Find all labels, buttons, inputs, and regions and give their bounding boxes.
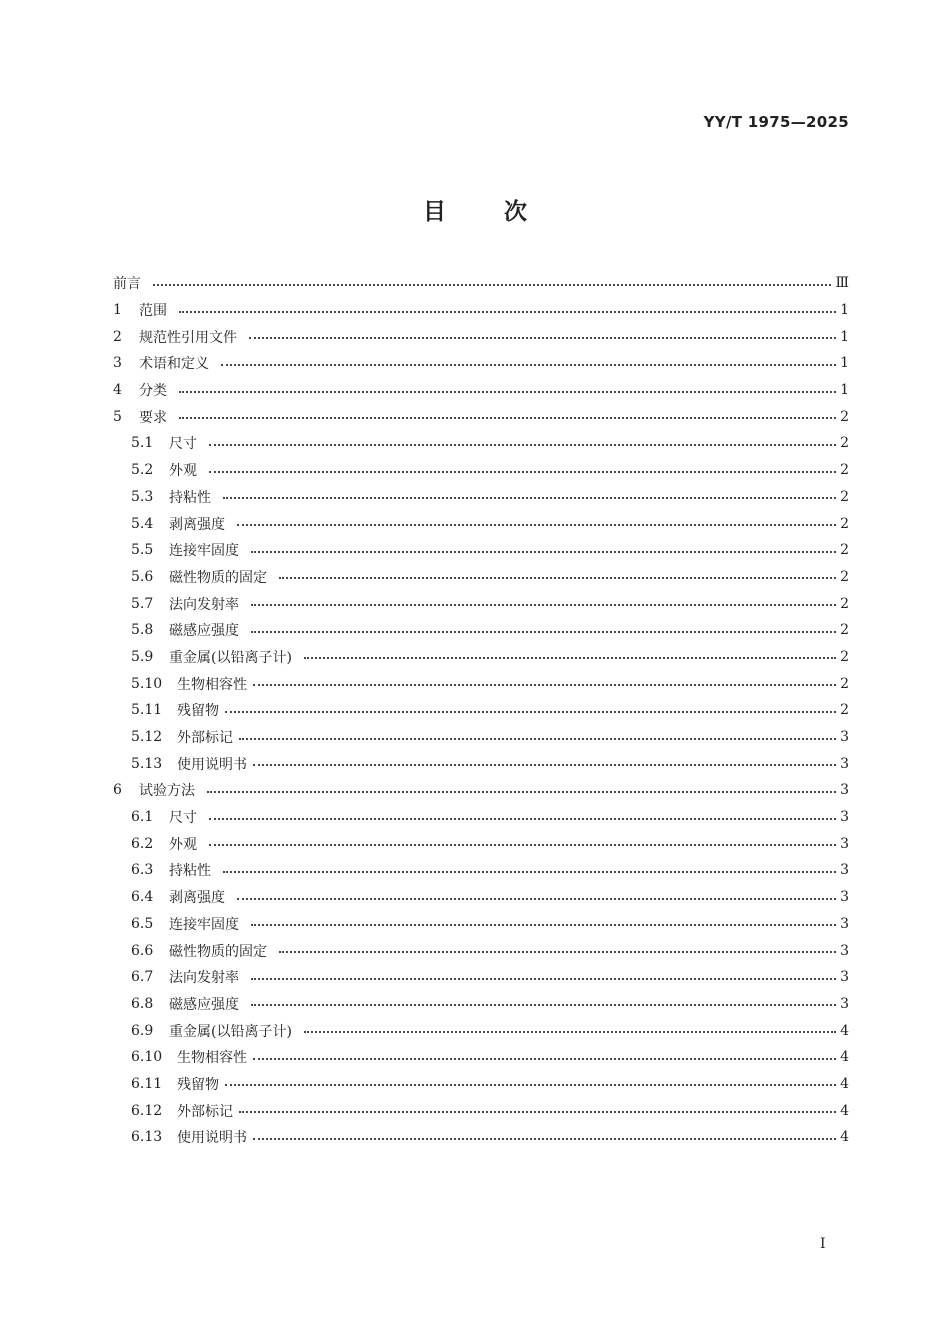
toc-entry-label: 残留物	[177, 1076, 219, 1093]
toc-leader-dots	[279, 576, 836, 579]
toc-entry-page: 3	[840, 755, 849, 772]
toc-leader-dots	[179, 390, 836, 393]
toc-leader-dots	[251, 977, 836, 980]
toc-entry-page: 2	[840, 462, 849, 479]
toc-entry[interactable]	[113, 750, 849, 777]
toc-entry-number: 5.9	[131, 648, 154, 665]
toc-entry[interactable]	[113, 644, 849, 671]
toc-entry-page: 4	[840, 1022, 849, 1039]
toc-entry-number: 5.1	[131, 435, 154, 452]
toc-entry-label: 范围	[139, 303, 167, 320]
toc-entry-number: 5.5	[131, 542, 154, 559]
toc-leader-dots	[251, 923, 836, 926]
toc-leader-dots	[304, 1030, 836, 1033]
toc-leader-dots	[221, 363, 836, 366]
toc-entry-number: 6.4	[131, 889, 154, 906]
toc-entry-page: 2	[840, 488, 849, 505]
toc-entry-label: 残留物	[177, 703, 219, 720]
toc-entry[interactable]	[113, 1071, 849, 1098]
toc-entry-number: 5.7	[131, 595, 154, 612]
toc-entry[interactable]	[113, 670, 849, 697]
toc-entry-page: 2	[840, 702, 849, 719]
toc-entry-label: 术语和定义	[139, 356, 209, 373]
toc-entry-label: 尺寸	[169, 436, 197, 453]
toc-entry-number: 4	[113, 382, 122, 399]
toc-entry-page: 3	[840, 782, 849, 799]
toc-entry-number: 5.8	[131, 622, 154, 639]
standard-code: YY/T 1975—2025	[703, 113, 849, 131]
toc-entry-number: 5.12	[131, 729, 163, 746]
toc-entry-page: 2	[840, 622, 849, 639]
toc-entry-label: 外观	[169, 463, 197, 480]
toc-entry-page: 2	[840, 515, 849, 532]
toc-leader-dots	[207, 790, 836, 793]
toc-entry[interactable]	[113, 510, 849, 537]
toc-entry-page: 4	[840, 1129, 849, 1146]
toc-leader-dots	[225, 710, 836, 713]
toc-entry-label: 要求	[139, 409, 167, 426]
toc-entry-number: 6.5	[131, 915, 154, 932]
toc-leader-dots	[251, 550, 836, 553]
toc-entry-page: 4	[840, 1049, 849, 1066]
toc-entry-label: 磁感应强度	[169, 996, 239, 1013]
toc-entry[interactable]	[113, 590, 849, 617]
toc-entry-page: 2	[840, 435, 849, 452]
toc-entry[interactable]	[113, 1044, 849, 1071]
page-title-part2: 次	[504, 199, 527, 225]
toc-entry-page: 2	[840, 675, 849, 692]
toc-entry[interactable]	[113, 830, 849, 857]
toc-leader-dots	[179, 416, 836, 419]
toc-entry-number: 5.10	[131, 675, 163, 692]
toc-leader-dots	[253, 683, 836, 686]
toc-entry-label: 磁性物质的固定	[169, 569, 267, 586]
toc-entry-page: 3	[840, 969, 849, 986]
toc-entry-label: 外部标记	[177, 1103, 233, 1120]
toc-entry-page: 3	[840, 889, 849, 906]
toc-entry-number: 6.3	[131, 862, 154, 879]
toc-leader-dots	[251, 1003, 836, 1006]
toc-entry-label: 重金属(以铅离子计)	[169, 1023, 292, 1040]
toc-entry-label: 持粘性	[169, 863, 211, 880]
toc-entry[interactable]	[113, 697, 849, 724]
toc-entry-number: 6.8	[131, 995, 154, 1012]
toc-entry[interactable]	[113, 377, 849, 404]
toc-entry[interactable]	[113, 1017, 849, 1044]
toc-entry-number: 6.9	[131, 1022, 154, 1039]
toc-entry-label: 法向发射率	[169, 596, 239, 613]
toc-entry[interactable]	[113, 564, 849, 591]
page-number: I	[820, 1236, 826, 1252]
toc-entry-label: 外观	[169, 836, 197, 853]
toc-entry-number: 5.2	[131, 462, 154, 479]
toc-entry[interactable]	[113, 804, 849, 831]
toc-entry-number: 5.13	[131, 755, 163, 772]
toc-entry-page: 4	[840, 1075, 849, 1092]
toc-leader-dots	[253, 1137, 836, 1140]
page-title	[0, 193, 950, 226]
toc-entry-label: 磁性物质的固定	[169, 943, 267, 960]
toc-entry-label: 连接牢固度	[169, 543, 239, 560]
toc-entry-number: 6.7	[131, 969, 154, 986]
toc-entry-label: 连接牢固度	[169, 916, 239, 933]
toc-leader-dots	[251, 630, 836, 633]
toc-entry[interactable]	[113, 617, 849, 644]
toc-entry[interactable]	[113, 991, 849, 1018]
toc-entry-number: 6	[113, 782, 122, 799]
toc-leader-dots	[237, 897, 836, 900]
toc-leader-dots	[209, 470, 836, 473]
toc-entry[interactable]	[113, 403, 849, 430]
toc-entry-page: 4	[840, 1102, 849, 1119]
toc-entry-label: 分类	[139, 383, 167, 400]
toc-entry[interactable]	[113, 937, 849, 964]
toc-entry-page: 3	[840, 729, 849, 746]
toc-entry-label: 法向发射率	[169, 970, 239, 987]
toc-leader-dots	[223, 870, 836, 873]
toc-entry-label: 使用说明书	[177, 1130, 247, 1147]
toc-entry[interactable]	[113, 537, 849, 564]
toc-leader-dots	[304, 656, 836, 659]
toc-entry-number: 6.12	[131, 1102, 163, 1119]
toc-leader-dots	[239, 1110, 836, 1113]
toc-entry[interactable]	[113, 1097, 849, 1124]
toc-leader-dots	[223, 496, 836, 499]
toc-entry-label: 生物相容性	[177, 676, 247, 693]
toc-leader-dots	[153, 283, 831, 286]
toc-entry-number: 5.6	[131, 568, 154, 585]
toc-entry-page: 3	[840, 995, 849, 1012]
toc-entry-label: 生物相容性	[177, 1050, 247, 1067]
toc-entry-number: 6.6	[131, 942, 154, 959]
toc-entry[interactable]	[113, 457, 849, 484]
toc-entry-number: 5.3	[131, 488, 154, 505]
page-title-part1: 目	[423, 199, 446, 225]
toc-entry-label: 磁感应强度	[169, 623, 239, 640]
toc-entry[interactable]	[113, 430, 849, 457]
toc-entry-page: 3	[840, 835, 849, 852]
toc-entry[interactable]	[113, 964, 849, 991]
toc-leader-dots	[253, 1057, 836, 1060]
toc-entry-page: 2	[840, 595, 849, 612]
toc-entry[interactable]	[113, 857, 849, 884]
toc-leader-dots	[251, 603, 836, 606]
toc-entry-label: 规范性引用文件	[139, 329, 237, 346]
toc-entry-number: 5.4	[131, 515, 154, 532]
toc-entry-page: 1	[840, 328, 849, 345]
toc-leader-dots	[225, 1083, 836, 1086]
toc-leader-dots	[239, 737, 836, 740]
toc-entry-number: 5	[113, 408, 122, 425]
toc-entry-number: 3	[113, 355, 122, 372]
toc-entry-label: 前言	[113, 276, 141, 293]
toc-entry-page: 1	[840, 382, 849, 399]
toc-entry-label: 持粘性	[169, 489, 211, 506]
toc-entry-label: 使用说明书	[177, 756, 247, 773]
toc-entry-number: 2	[113, 328, 122, 345]
toc-entry[interactable]	[113, 1124, 849, 1151]
toc-entry-page: 2	[840, 568, 849, 585]
toc-leader-dots	[253, 763, 836, 766]
toc-entry[interactable]	[113, 323, 849, 350]
toc-leader-dots	[279, 950, 836, 953]
toc-entry-number: 5.11	[131, 702, 163, 719]
toc-entry-page: 1	[840, 302, 849, 319]
table-of-contents	[113, 270, 849, 1151]
toc-leader-dots	[179, 310, 836, 313]
toc-entry-number: 6.2	[131, 835, 154, 852]
toc-entry[interactable]	[113, 484, 849, 511]
toc-entry-page: 2	[840, 542, 849, 559]
toc-entry-number: 1	[113, 302, 122, 319]
toc-entry-label: 剥离强度	[169, 516, 225, 533]
toc-leader-dots	[249, 336, 836, 339]
toc-entry-number: 6.13	[131, 1129, 163, 1146]
toc-leader-dots	[209, 817, 836, 820]
toc-entry-label: 试验方法	[139, 783, 195, 800]
toc-entry-number: 6.10	[131, 1049, 163, 1066]
toc-entry-page: 3	[840, 809, 849, 826]
toc-entry[interactable]	[113, 270, 849, 297]
toc-entry-label: 剥离强度	[169, 890, 225, 907]
toc-leader-dots	[209, 443, 836, 446]
toc-entry-label: 重金属(以铅离子计)	[169, 649, 292, 666]
toc-entry[interactable]	[113, 724, 849, 751]
toc-leader-dots	[237, 523, 836, 526]
toc-entry[interactable]	[113, 777, 849, 804]
toc-entry-label: 外部标记	[177, 730, 233, 747]
toc-entry-page: 3	[840, 862, 849, 879]
toc-entry[interactable]	[113, 297, 849, 324]
toc-entry[interactable]	[113, 884, 849, 911]
toc-leader-dots	[209, 843, 836, 846]
toc-entry-page: 3	[840, 915, 849, 932]
toc-entry-label: 尺寸	[169, 810, 197, 827]
toc-entry[interactable]	[113, 350, 849, 377]
toc-entry-page: 3	[840, 942, 849, 959]
toc-entry-page: Ⅲ	[835, 275, 849, 292]
toc-entry-page: 2	[840, 408, 849, 425]
toc-entry-page: 2	[840, 648, 849, 665]
toc-entry-number: 6.1	[131, 809, 154, 826]
toc-entry[interactable]	[113, 911, 849, 938]
toc-entry-page: 1	[840, 355, 849, 372]
toc-entry-number: 6.11	[131, 1075, 163, 1092]
